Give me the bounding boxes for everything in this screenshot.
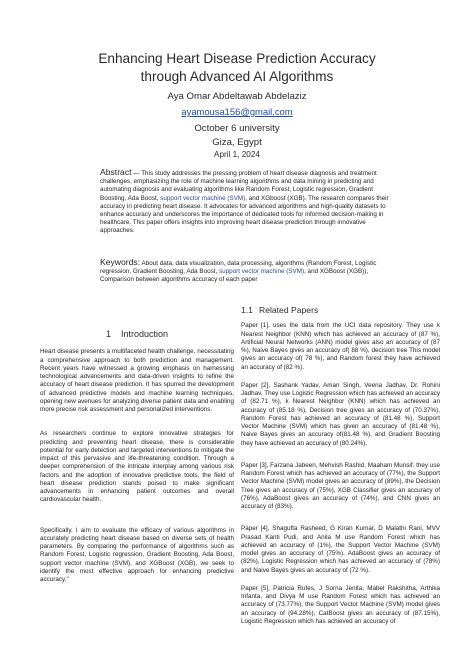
- right-column: [241, 306, 440, 636]
- subsection-title: Related Papers: [259, 305, 319, 315]
- title-line-2: through Advanced AI Algorithms: [140, 69, 334, 84]
- publication-date: April 1, 2024: [214, 150, 260, 159]
- abstract-text-part2: , and XGboost (XGB). The research compares their accuracy in predicting heart disease. It advocates for advanced algorithms and high-quality datasets to enhance accuracy and underscores the importance of dedicated tools for informed decision-making in healthcare. This paper offers insights into improving heart disease prediction through innovative approaches.: [100, 194, 389, 235]
- title-line-1: Enhancing Heart Disease Prediction Accuracy: [98, 51, 376, 66]
- related-paper-1: Paper [1], uses the data from the UCI data repository. They use k Nearest Neighbor (KNN) which has achieved an accuracy of (87 %), Artificial Neural Networks (ANN) model gives also an accuracy of (87 %), Naive Bayes gives an accuracy of( 88 %), decision tree This model gives an accuracy of( 78 %), and Random forest they have achieved an accuracy of (82 %).: [241, 322, 440, 371]
- related-paper-2: Paper [2], Sashank Yadav, Aman Singh, Veena Jadhav, Dr. Rohini Jadhav. They use Logistic Regression which has achieved an accuracy of (82.71 %), k Nearest Neighbor (KNN) which has achieved an accuracy of (85.18 %), Decision tree gives an accuracy of (70.37%), Random Forest has achieved an accuracy of (81.48 %), Support Vector Machine (SVM) which has given an accuracy of (81.48 %), Naive Bayes gives an accuracy of(81.48 %), and Gradient Boosting they have achieved an accuracy of (80.24%).: [241, 381, 440, 447]
- author-university: October 6 university: [194, 123, 280, 134]
- abstract-block: [100, 168, 390, 236]
- section-number: 1: [105, 329, 111, 339]
- subsection-number: 1.1: [241, 305, 253, 315]
- author-name: Aya Omar Abdeltawab Abdelaziz: [167, 91, 307, 102]
- keywords-text-part2: , and XGBoost (XGB)), Comparison between algorithms accuracy of each paper: [100, 268, 369, 284]
- abstract-text-part1: — This study addresses the pressing problem of heart disease diagnosis and treatment challenges, emphasizing the role of machine learning algorithms and data mining in predicting and automating diagnosis and evaluating algorithms like Random Forest, Logistic regression, Gradient Boosting, Ada Boost,: [100, 170, 377, 202]
- keywords-block: [100, 258, 390, 285]
- left-column: [40, 330, 234, 594]
- related-paper-5: Paper [5], Patricia Rufes, J Sorna Jenita, Mabel Rakshitha, Arthika Infanta, and Divya M use Random Forest which has achieved an accuracy of (73.77%), the Support Vector Machine (SVM) model gives an accuracy of (94.28%), CatBoost gives an accuracy of (87.15%), Logistic Regression which has achieved an accuracy of: [241, 584, 440, 625]
- abstract-label: Abstract: [100, 167, 132, 177]
- section-title: Introduction: [121, 329, 169, 339]
- intro-paragraph-2: As researchers continue to explore innovative strategies for predicting and preventing heart disease, there is considerable potential for early detection and targeted interventions to mitigate the impact of this pervasive and life-threatening condition. Through a deeper comprehension of the intricate interplay among various risk factors and the adoption of innovative predictive tools, the field of heart disease prediction stands poised to make significant advancements in enhancing patient outcomes and overall cardiovascular health.: [40, 430, 234, 504]
- abstract-svm-term: support vector machine (SVM): [160, 194, 246, 202]
- related-paper-4: Paper [4], Shagufta Rasheed, G Kiran Kumar, D Malathi Rani, MVV Prasad Kanti Pudi, and Anila M use Random Forest which has achieved an accuracy of (1%), the Support Vector Machine (SVM) model gives an accuracy of (75%), AdaBoost gives an accuracy of (82%), Logistic Regression which has achieved an accuracy of (78%) and Naive Bayes gives an accuracy of (72 %).: [241, 525, 440, 574]
- paper-header: [0, 50, 474, 159]
- author-email-link[interactable]: ayamousa156@gmail.com: [181, 106, 293, 117]
- keywords-svm-term: support vector machine (SVM): [219, 268, 305, 276]
- related-papers-heading: [241, 306, 440, 314]
- intro-paragraph-3: Specifically, I aim to evaluate the efficacy of various algorithms in accurately predicting heart disease based on diverse sets of health parameters. By comparing the performance of algorithms such as Random Forest, Logistic regression, Gradient Boosting, Ada Boost, support vector machine (SVM), and XGBoost (XGB), we seek to identify the most effective approach for enhancing predictive accuracy.": [40, 526, 234, 583]
- keywords-text-part1: About data, data visualization, data processing, algorithms (Random Forest, Logistic regression, Gradient Boosting, Ada Boost,: [100, 260, 377, 276]
- related-paper-3: Paper [3], Farzana Jabeen, Mehvish Rashid, Maaham Munsif. they use Random Forest which has achieved an accuracy of (77%), the Support Vector Machine (SVM) model gives an accuracy of (89%), the Decision Tree gives an accuracy of (75%), XGB Classifier gives an accuracy of (76%), AdaBoost gives an accuracy of (74%), and CNN gives an accuracy of (83%).: [241, 461, 440, 510]
- author-location: Giza, Egypt: [212, 137, 262, 148]
- introduction-heading: [40, 330, 234, 338]
- intro-paragraph-1: Heart disease presents a multifaceted health challenge, necessitating a comprehensive approach to both prediction and management. Recent years have witnessed a growing emphasis on harnessing technological advancements and data-driven insights to refine the accuracy of heart disease prediction. It has spurred the development of advanced predictive models and machine learning techniques, opening new avenues for analyzing diverse patient data and enabling more precise risk assessment and personalized interventions.: [40, 348, 234, 413]
- keywords-label: Keywords:: [100, 257, 141, 267]
- paper-title: [0, 50, 474, 86]
